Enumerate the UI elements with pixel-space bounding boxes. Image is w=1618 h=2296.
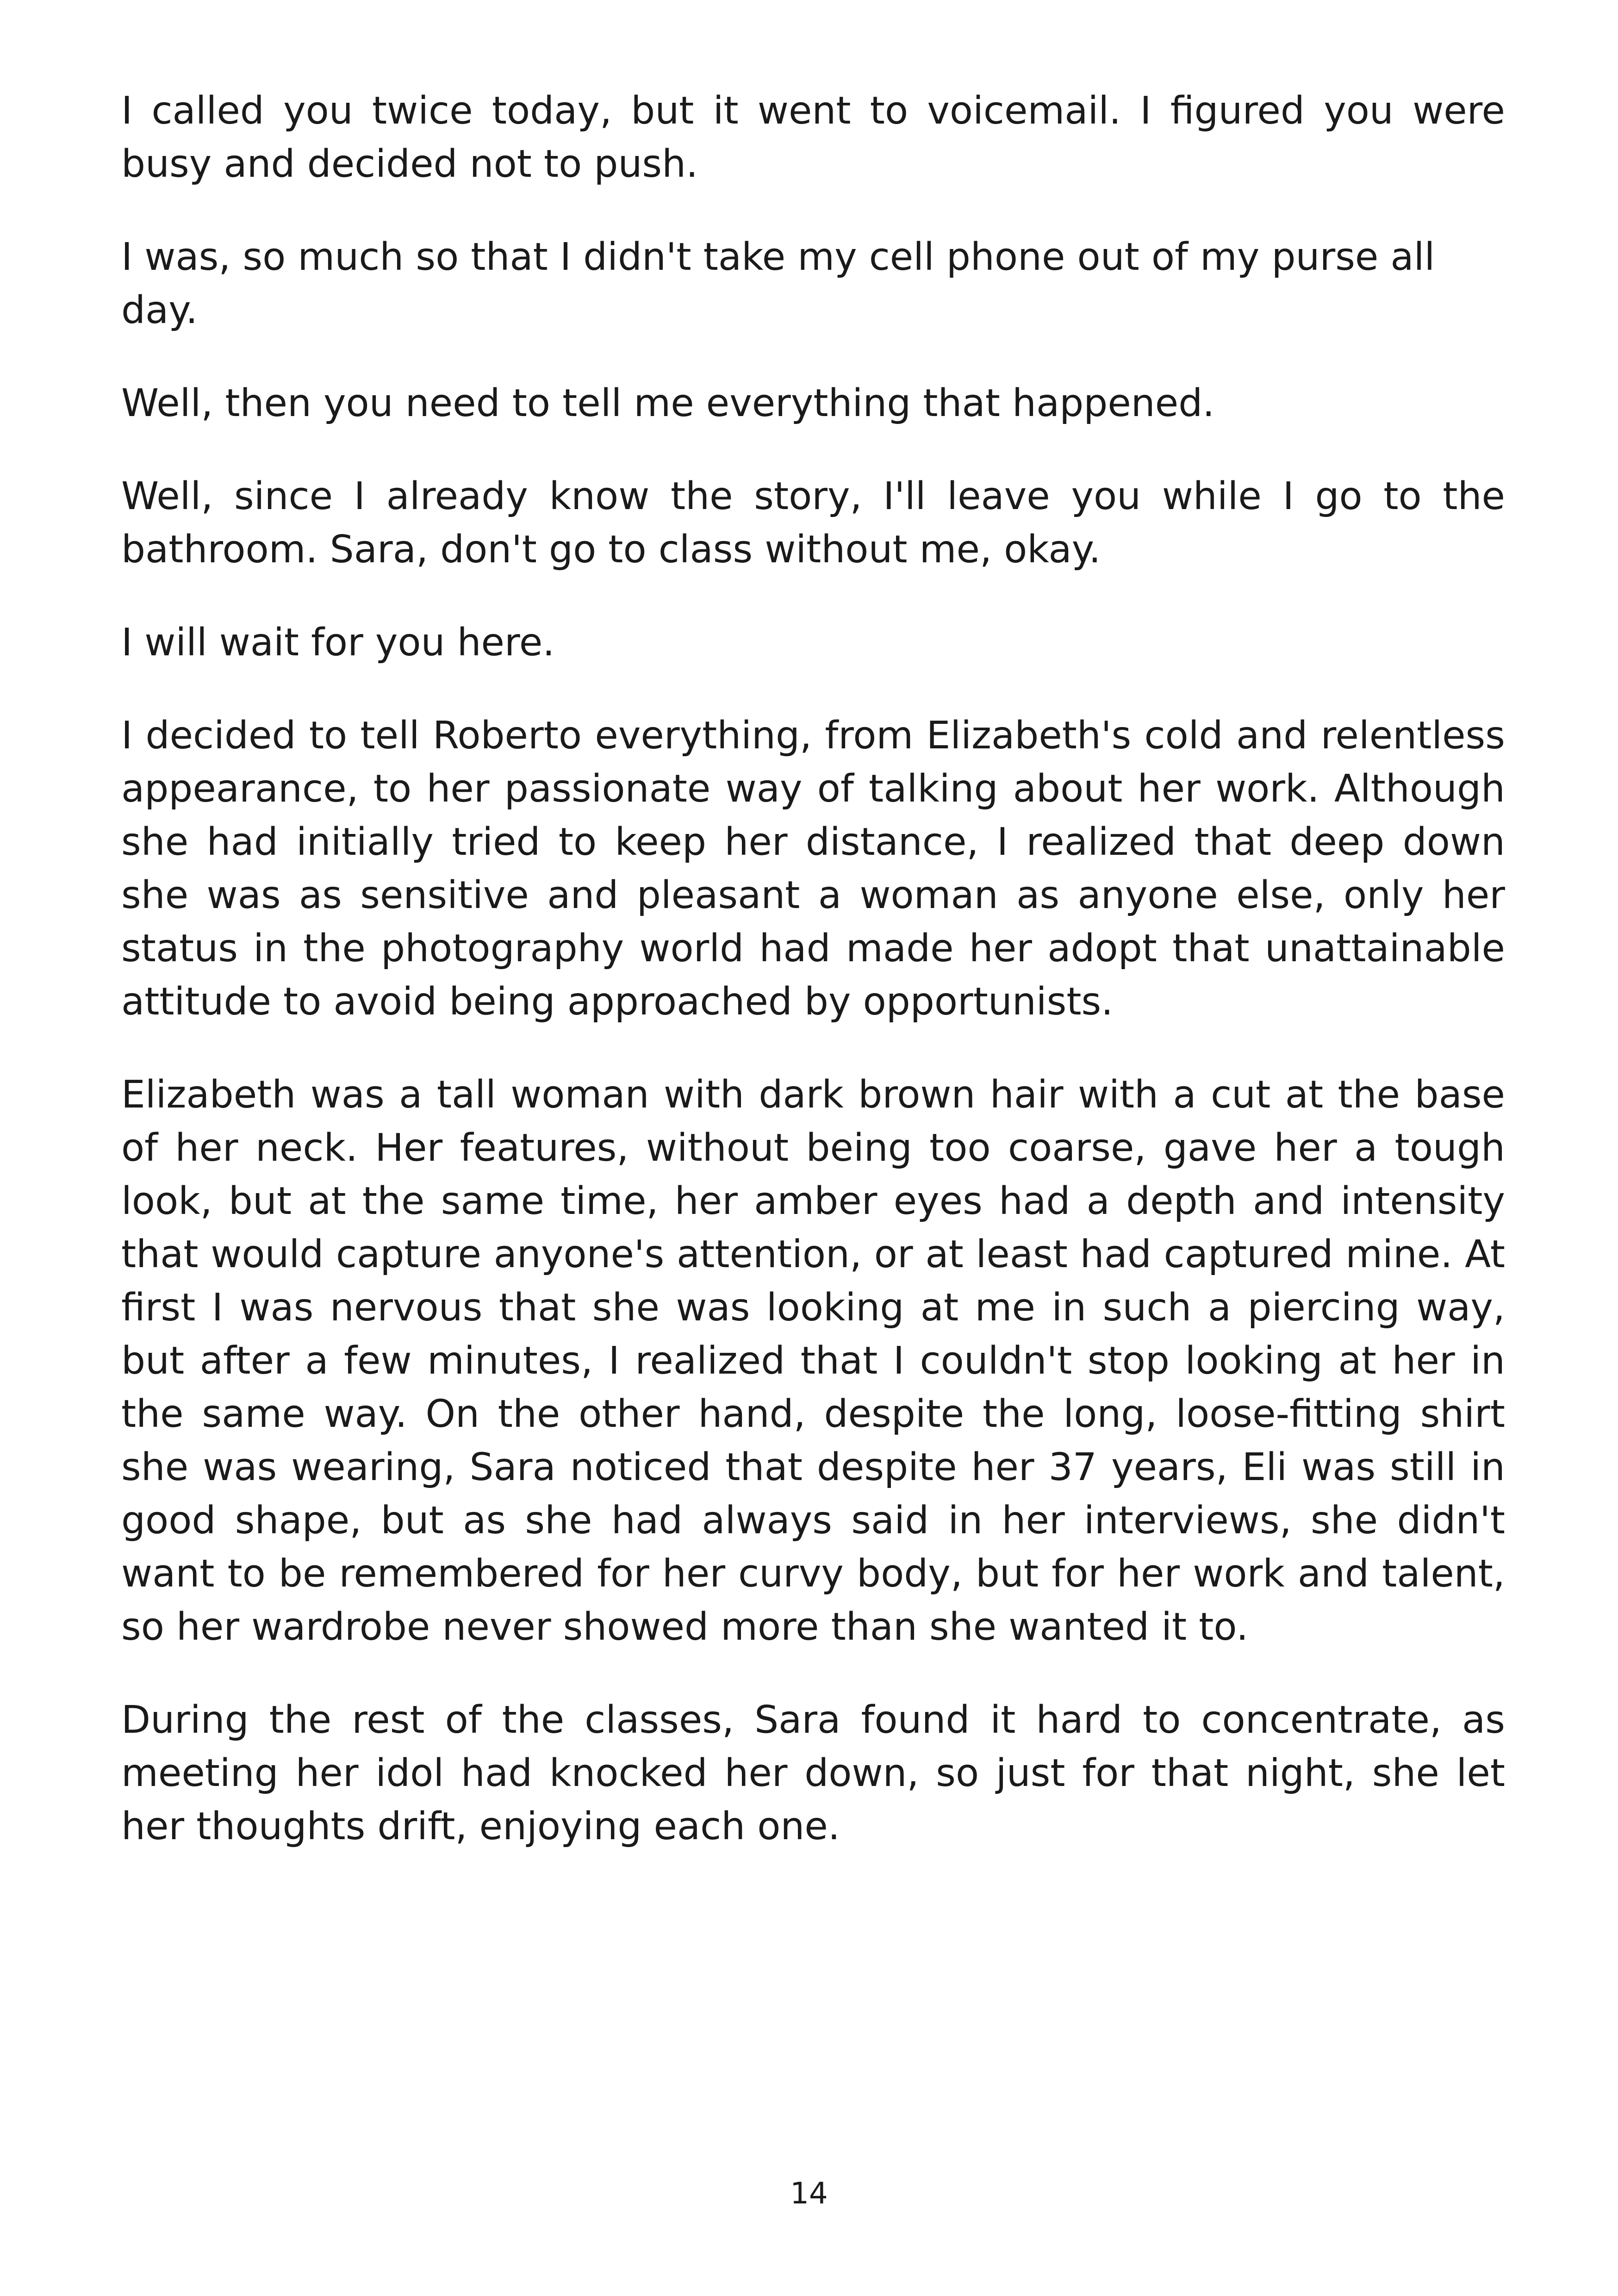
paragraph: I decided to tell Roberto everything, from Elizabeth's cold and relentless appearance, to her passionate way of talking about her work. Although she had initially tried to keep her distance, I realized that deep down she was as sensitive and pleasant a woman as anyone else, only her status in the photography world had made her adopt that unattainable attitude to avoid being approached by opportunists. (121, 714, 1505, 1024)
paragraph: Well, then you need to tell me everything that happened. (121, 381, 1215, 425)
paragraph: Elizabeth was a tall woman with dark brown hair with a cut at the base of her neck. Her features, without being too coarse, gave her a tough look, but at the same time, her amber eyes had a depth and intensity that would capture anyone's attention, or at least had captured mine. At first I was nervous that she was looking at me in such a piercing way, but after a few minutes, I realized that I couldn't stop looking at her in the same way. On the other hand, despite the long, loose-fitting shirt she was wearing, Sara noticed that despite her 37 years, Eli was still in good shape, but as she had always said in her interviews, she didn't want to be remembered for her curvy body, but for her work and talent, so her wardrobe never showed more than she wanted it to. (121, 1073, 1505, 1649)
paragraph: I called you twice today, but it went to voicemail. I figured you were busy and decided not to push. (121, 89, 1505, 186)
page-number: 14 (790, 2177, 828, 2211)
paragraph: I will wait for you here. (121, 621, 555, 665)
paragraph: Well, since I already know the story, I'll leave you while I go to the bathroom. Sara, don't go to class without me, okay. (121, 474, 1505, 572)
paragraph: During the rest of the classes, Sara found it hard to concentrate, as meeting her idol had knocked her down, so just for that night, she let her thoughts drift, enjoying each one. (121, 1698, 1505, 1848)
body-text (121, 84, 1505, 1893)
paragraph: I was, so much so that I didn't take my cell phone out of my purse all day. (121, 235, 1435, 332)
